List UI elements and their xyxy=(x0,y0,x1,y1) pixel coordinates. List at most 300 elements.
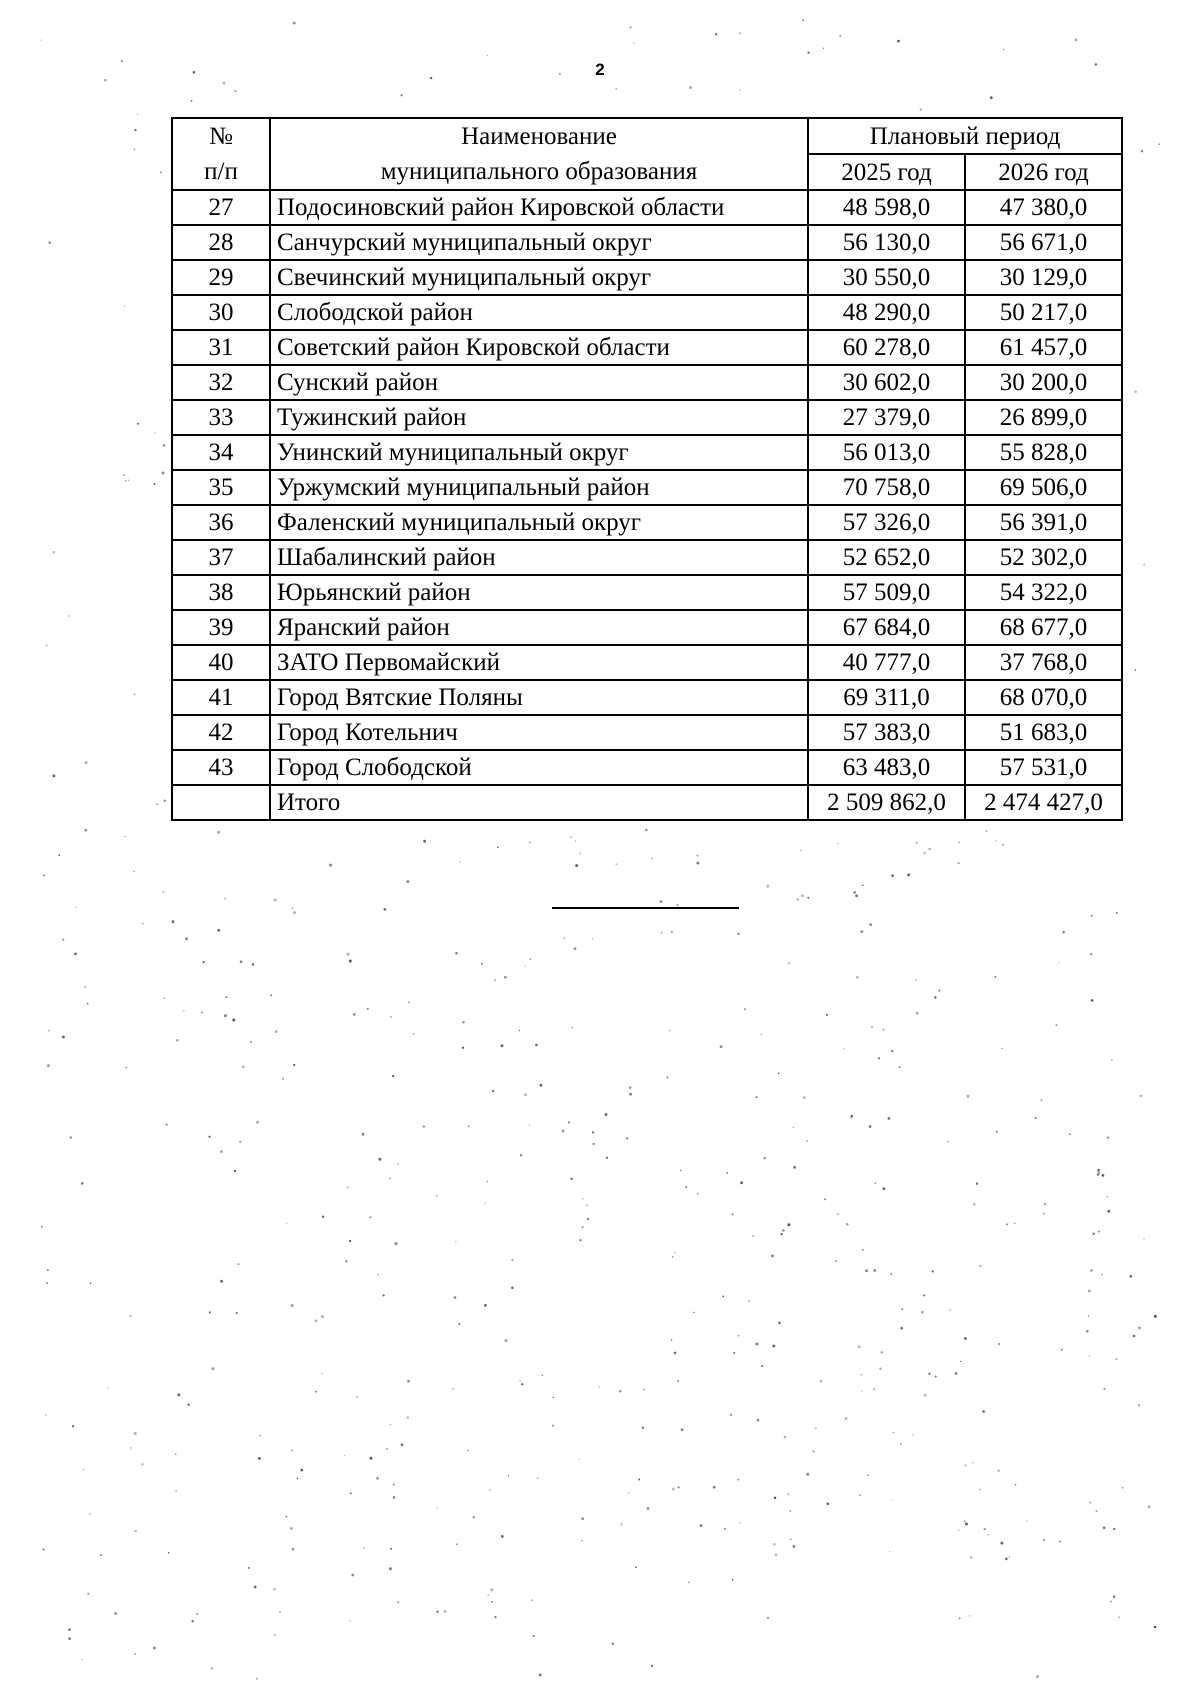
scan-speck xyxy=(430,77,432,79)
table-row xyxy=(172,505,1122,540)
scan-speck xyxy=(133,871,135,873)
scan-speck xyxy=(739,32,741,34)
value-2026: 2 474 427,0 xyxy=(965,785,1122,820)
scan-speck xyxy=(390,1016,392,1018)
row-number: 27 xyxy=(172,190,270,225)
scan-speck xyxy=(389,1177,391,1179)
closing-divider xyxy=(552,907,739,909)
scan-speck xyxy=(175,1453,176,1454)
scan-speck xyxy=(892,1499,893,1500)
scan-speck xyxy=(72,1425,74,1427)
scan-speck xyxy=(599,1386,600,1387)
scan-speck xyxy=(643,1388,645,1390)
scan-speck xyxy=(689,86,692,89)
scan-speck xyxy=(788,962,790,964)
scan-speck xyxy=(1107,1137,1109,1139)
scan-speck xyxy=(401,1443,404,1446)
scan-speck xyxy=(891,874,894,877)
value-2026: 55 828,0 xyxy=(965,435,1122,470)
scan-speck xyxy=(492,1090,495,1093)
scan-speck xyxy=(511,1259,513,1261)
scan-speck xyxy=(407,1416,410,1419)
scan-speck xyxy=(1088,1315,1089,1316)
table-row xyxy=(172,260,1122,295)
scan-speck xyxy=(1148,1505,1151,1508)
scan-speck xyxy=(202,961,204,963)
scan-speck xyxy=(900,1443,902,1445)
scan-speck xyxy=(395,1242,398,1245)
scan-speck xyxy=(965,1523,968,1526)
scan-speck xyxy=(1093,1233,1095,1235)
scan-speck xyxy=(1069,1133,1071,1135)
scan-speck xyxy=(802,19,804,21)
scan-speck xyxy=(353,1013,356,1016)
scan-speck xyxy=(920,109,922,111)
value-2026: 26 899,0 xyxy=(965,400,1122,435)
scan-speck xyxy=(797,899,799,901)
scan-speck xyxy=(1055,1024,1057,1026)
scan-speck xyxy=(376,1477,379,1480)
scan-speck xyxy=(916,842,918,844)
scan-speck xyxy=(987,1534,989,1536)
scan-speck xyxy=(757,1419,760,1422)
scan-speck xyxy=(581,1226,583,1228)
scan-speck xyxy=(382,1294,384,1296)
scan-speck xyxy=(250,1041,252,1043)
value-2026: 54 322,0 xyxy=(965,575,1122,610)
scan-speck xyxy=(286,1516,288,1518)
scan-speck xyxy=(1014,1223,1015,1224)
scan-speck xyxy=(619,1390,622,1393)
scan-speck xyxy=(907,873,910,876)
scan-speck xyxy=(722,1296,724,1298)
scan-speck xyxy=(300,1469,303,1472)
value-2026: 68 677,0 xyxy=(965,610,1122,645)
scan-speck xyxy=(220,1280,223,1283)
scan-speck xyxy=(49,241,51,243)
scan-speck xyxy=(315,1391,317,1393)
scan-speck xyxy=(349,1620,351,1622)
scan-speck xyxy=(1138,1404,1140,1406)
scan-speck xyxy=(1122,1487,1124,1489)
scan-speck xyxy=(1096,1510,1098,1512)
scan-speck xyxy=(46,644,48,646)
row-number: 42 xyxy=(172,715,270,750)
scan-speck xyxy=(530,958,532,960)
scan-speck xyxy=(581,1517,584,1520)
scan-speck xyxy=(130,1447,132,1449)
scan-speck xyxy=(984,1528,986,1530)
scan-speck xyxy=(724,1528,726,1530)
scan-speck xyxy=(491,1601,493,1603)
scan-speck xyxy=(900,1327,903,1330)
scan-speck xyxy=(462,1021,464,1023)
scan-speck xyxy=(553,1397,554,1398)
scan-speck xyxy=(680,1170,681,1171)
scan-speck xyxy=(121,60,123,62)
scan-speck xyxy=(887,1117,890,1120)
municipality-name: Шабалинский район xyxy=(270,540,808,575)
scan-speck xyxy=(168,1552,170,1554)
scan-speck xyxy=(869,923,872,926)
row-number: 40 xyxy=(172,645,270,680)
scan-speck xyxy=(134,129,136,131)
scan-speck xyxy=(947,1141,949,1143)
scan-speck xyxy=(124,306,125,307)
scan-speck xyxy=(733,1352,735,1354)
scan-speck xyxy=(923,852,925,854)
table-row xyxy=(172,435,1122,470)
scan-speck xyxy=(270,994,272,996)
scan-speck xyxy=(969,1615,970,1616)
scan-speck xyxy=(252,963,254,965)
table-row xyxy=(172,680,1122,715)
scan-speck xyxy=(542,1375,543,1376)
scan-speck xyxy=(286,1222,287,1223)
scan-speck xyxy=(211,1667,213,1669)
scan-speck xyxy=(153,1647,156,1650)
scan-speck xyxy=(823,48,824,49)
scan-speck xyxy=(793,1166,796,1169)
scan-speck xyxy=(775,1554,777,1556)
scan-speck xyxy=(661,932,663,934)
scan-speck xyxy=(356,1396,358,1398)
scan-speck xyxy=(209,1311,211,1313)
table-row xyxy=(172,225,1122,260)
scan-speck xyxy=(455,952,457,954)
value-2025: 70 758,0 xyxy=(808,470,965,505)
scan-speck xyxy=(815,1428,816,1429)
scan-speck xyxy=(928,848,930,850)
scan-speck xyxy=(256,1678,258,1680)
row-number: 31 xyxy=(172,330,270,365)
municipality-name: Уржумский муниципальный район xyxy=(270,470,808,505)
scan-speck xyxy=(1111,1060,1112,1061)
scan-speck xyxy=(62,939,64,941)
value-2025: 69 311,0 xyxy=(808,680,965,715)
scan-speck xyxy=(916,1012,918,1014)
scan-speck xyxy=(390,1548,392,1550)
scan-speck xyxy=(397,1164,398,1165)
scan-speck xyxy=(459,861,460,862)
value-2025: 60 278,0 xyxy=(808,330,965,365)
row-number: 41 xyxy=(172,680,270,715)
scan-speck xyxy=(275,1030,278,1033)
scan-speck xyxy=(1138,1327,1141,1330)
scan-speck xyxy=(647,1507,650,1510)
scan-speck xyxy=(164,998,165,999)
scan-speck xyxy=(407,880,410,883)
scan-speck xyxy=(274,1634,276,1636)
header-period: Плановый период xyxy=(808,118,1122,154)
scan-speck xyxy=(592,938,593,939)
scan-speck xyxy=(697,855,699,857)
scan-speck xyxy=(976,1183,978,1185)
table-row xyxy=(172,400,1122,435)
scan-speck xyxy=(84,986,86,988)
scan-speck xyxy=(761,1365,763,1367)
scan-speck xyxy=(175,1490,177,1492)
header-num: № xyxy=(172,118,270,154)
scan-speck xyxy=(397,1601,399,1603)
row-number xyxy=(172,785,270,820)
scan-speck xyxy=(223,82,226,85)
value-2026: 47 380,0 xyxy=(965,190,1122,225)
scan-speck xyxy=(191,100,193,102)
scan-speck xyxy=(370,1216,372,1218)
scan-speck xyxy=(998,1343,1000,1345)
scan-speck xyxy=(452,1388,454,1390)
scan-speck xyxy=(1154,1626,1157,1629)
scan-speck xyxy=(125,1067,127,1069)
scan-speck xyxy=(1026,1520,1027,1521)
scan-speck xyxy=(732,1579,734,1581)
scan-speck xyxy=(820,1380,822,1382)
value-2026: 56 391,0 xyxy=(965,505,1122,540)
scan-speck xyxy=(504,976,507,979)
scan-speck xyxy=(1036,1675,1039,1678)
scan-speck xyxy=(587,1218,589,1220)
municipality-name: Подосиновский район Кировской области xyxy=(270,190,808,225)
value-2026: 69 506,0 xyxy=(965,470,1122,505)
scan-speck xyxy=(217,831,220,834)
scan-speck xyxy=(141,1463,143,1465)
value-2026: 51 683,0 xyxy=(965,715,1122,750)
scan-speck xyxy=(156,804,158,806)
scan-speck xyxy=(851,1115,853,1117)
scan-speck xyxy=(972,1462,974,1464)
scan-speck xyxy=(778,1322,781,1325)
scan-speck xyxy=(1063,931,1065,933)
scan-speck xyxy=(897,40,900,43)
scan-speck xyxy=(392,1075,394,1077)
municipality-name: Санчурский муниципальный округ xyxy=(270,225,808,260)
scan-speck xyxy=(188,1404,190,1406)
scan-speck xyxy=(1002,844,1004,846)
scan-speck xyxy=(738,1335,739,1336)
scan-speck xyxy=(134,1432,137,1435)
value-2025: 56 013,0 xyxy=(808,435,965,470)
scan-speck xyxy=(43,1549,45,1551)
scan-speck xyxy=(242,1065,245,1068)
scan-speck xyxy=(363,1547,365,1549)
scan-speck xyxy=(615,863,617,865)
scan-speck xyxy=(1015,1484,1016,1485)
scan-speck xyxy=(378,1158,381,1161)
value-2025: 67 684,0 xyxy=(808,610,965,645)
scan-speck xyxy=(893,1432,894,1433)
scan-speck xyxy=(436,1611,438,1613)
scan-speck xyxy=(134,1530,137,1533)
scan-speck xyxy=(891,1273,893,1275)
scan-speck xyxy=(160,171,162,173)
row-number: 34 xyxy=(172,435,270,470)
scan-speck xyxy=(1009,1556,1010,1557)
scan-speck xyxy=(826,1014,828,1016)
scan-speck xyxy=(125,836,126,837)
municipality-name: Юрьянский район xyxy=(270,575,808,610)
scan-speck xyxy=(1135,669,1137,671)
scan-speck xyxy=(967,1095,970,1098)
scan-speck xyxy=(1143,564,1145,566)
scan-speck xyxy=(1103,1526,1106,1529)
scan-speck xyxy=(481,963,483,965)
scan-speck xyxy=(990,96,993,99)
scan-speck xyxy=(489,1489,491,1491)
scan-speck xyxy=(236,1312,238,1314)
scan-speck xyxy=(843,1048,844,1049)
scan-speck xyxy=(869,1125,871,1127)
scan-speck xyxy=(1141,150,1143,152)
scan-speck xyxy=(436,1195,438,1197)
table-row xyxy=(172,575,1122,610)
scan-speck xyxy=(58,854,60,856)
scan-speck xyxy=(626,1137,628,1139)
scan-speck xyxy=(572,1027,574,1029)
scan-speck xyxy=(744,1008,746,1010)
scan-speck xyxy=(715,33,717,35)
scan-speck xyxy=(938,990,940,992)
scan-speck xyxy=(383,908,386,911)
scan-speck xyxy=(740,1181,743,1184)
scan-speck xyxy=(923,1295,925,1297)
scan-speck xyxy=(771,1255,774,1258)
scan-speck xyxy=(784,1436,787,1439)
scan-speck xyxy=(629,1093,632,1096)
scan-speck xyxy=(484,1304,487,1307)
scan-speck xyxy=(240,960,243,963)
scan-speck xyxy=(1089,1502,1091,1504)
scan-speck xyxy=(107,1387,108,1388)
scan-speck xyxy=(529,1125,530,1126)
scan-speck xyxy=(856,976,858,978)
scan-speck xyxy=(1043,1213,1045,1215)
scan-speck xyxy=(321,1316,323,1318)
scan-speck xyxy=(347,953,350,956)
scan-speck xyxy=(835,1260,837,1262)
municipality-name: Фаленский муниципальный округ xyxy=(270,505,808,540)
value-2025: 27 379,0 xyxy=(808,400,965,435)
scan-speck xyxy=(807,51,809,53)
scan-speck xyxy=(68,1637,71,1640)
scan-speck xyxy=(1113,1528,1115,1530)
scan-speck xyxy=(455,1241,456,1242)
scan-speck xyxy=(166,1124,168,1126)
scan-speck xyxy=(501,1535,504,1538)
scan-speck xyxy=(232,1019,235,1022)
scan-speck xyxy=(389,1567,392,1570)
scan-speck xyxy=(41,1226,43,1228)
scan-speck xyxy=(485,1202,486,1203)
scan-speck xyxy=(196,1613,198,1615)
scan-speck xyxy=(1044,1203,1047,1206)
scan-speck xyxy=(997,1470,999,1472)
scan-speck xyxy=(177,1393,180,1396)
scan-speck xyxy=(899,1066,901,1068)
scan-speck xyxy=(367,1008,369,1010)
scan-speck xyxy=(293,1064,295,1066)
scan-speck xyxy=(74,953,77,956)
scan-speck xyxy=(883,1029,884,1030)
scan-speck xyxy=(579,1239,581,1241)
scan-speck xyxy=(986,830,988,832)
scan-speck xyxy=(645,829,648,832)
scan-speck xyxy=(726,1172,728,1174)
scan-speck xyxy=(293,911,296,914)
scan-speck xyxy=(571,1178,573,1180)
scan-speck xyxy=(1061,1349,1063,1351)
scan-speck xyxy=(675,1252,676,1253)
scan-speck xyxy=(239,1141,242,1144)
scan-speck xyxy=(678,1486,680,1488)
scan-speck xyxy=(47,1269,49,1271)
scan-speck xyxy=(633,43,634,44)
scan-speck xyxy=(671,1339,673,1341)
budget-table xyxy=(171,117,1123,821)
scan-speck xyxy=(201,1012,203,1014)
scan-speck xyxy=(845,1417,848,1420)
scan-speck xyxy=(839,35,841,37)
table-row xyxy=(172,645,1122,680)
scan-speck xyxy=(1135,391,1137,393)
scan-speck xyxy=(1088,1290,1091,1293)
scan-speck xyxy=(859,1494,861,1496)
scan-speck xyxy=(248,1567,250,1569)
scan-speck xyxy=(737,1479,739,1481)
scan-speck xyxy=(1090,953,1092,955)
scan-speck xyxy=(874,1182,876,1184)
scan-speck xyxy=(494,979,496,981)
scan-speck xyxy=(361,1133,364,1136)
scan-speck xyxy=(46,1282,48,1284)
scan-speck xyxy=(1103,1388,1105,1390)
scan-speck xyxy=(505,1339,508,1342)
scan-speck xyxy=(964,1520,966,1522)
scan-speck xyxy=(801,894,804,897)
scan-speck xyxy=(642,1427,644,1429)
scan-speck xyxy=(846,1223,849,1226)
table-row xyxy=(172,750,1122,785)
scan-speck xyxy=(349,1240,351,1242)
scan-speck xyxy=(620,1523,622,1525)
row-number: 38 xyxy=(172,575,270,610)
scan-speck xyxy=(766,885,769,888)
scan-speck xyxy=(732,1213,734,1215)
scan-speck xyxy=(1003,49,1004,50)
municipality-name: ЗАТО Первомайский xyxy=(270,645,808,680)
scan-speck xyxy=(1130,1275,1133,1278)
header-name-sub: муниципального образования xyxy=(270,154,808,190)
scan-speck xyxy=(134,1653,136,1655)
row-number: 35 xyxy=(172,470,270,505)
row-number: 33 xyxy=(172,400,270,435)
scan-speck xyxy=(137,423,139,425)
municipality-name: Сунский район xyxy=(270,365,808,400)
scan-speck xyxy=(68,615,70,617)
scan-speck xyxy=(803,1096,805,1098)
scan-speck xyxy=(458,1323,460,1325)
scan-speck xyxy=(539,1674,542,1677)
scan-speck xyxy=(291,1304,294,1307)
row-number: 39 xyxy=(172,610,270,645)
scan-speck xyxy=(540,1084,543,1087)
scan-speck xyxy=(75,907,76,908)
scan-speck xyxy=(344,1455,345,1456)
scan-speck xyxy=(81,1182,83,1184)
scan-speck xyxy=(211,1367,214,1370)
scan-speck xyxy=(224,898,226,900)
scan-speck xyxy=(582,1198,584,1200)
